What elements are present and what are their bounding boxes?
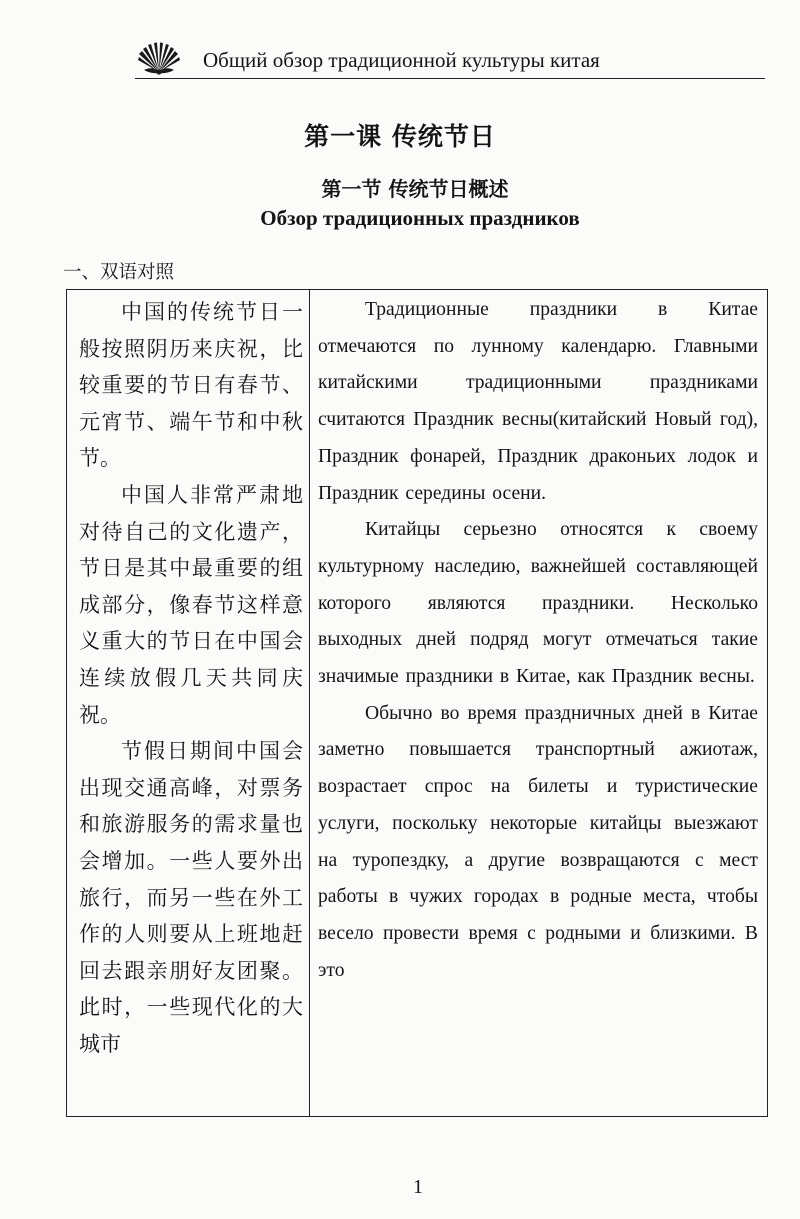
russian-paragraph: Традиционные праздники в Китае отмечаются по лунному календарю. Главными китайскими традиционными праздниками считаются Праздник весны(китайский Новый год), Праздник фонарей, Праздник драконьих лодок и Праздник середины осени. xyxy=(318,299,758,504)
fan-icon xyxy=(135,40,183,76)
chinese-paragraph: 中国人非常严肃地对待自己的文化遗产，节日是其中最重要的组成部分，像春节这样意义重大的节日在中国会连续放假几天共同庆祝。 xyxy=(79,482,303,727)
russian-paragraph: Китайцы серьезно относятся к своему культурному наследию, важнейшей составляющей которого являются праздники. Несколько выходных дней подряд могут отмечаться такие значимые праздники в Китае, как Праздник весны. xyxy=(318,519,758,688)
lesson-title: 第一课 传统节日 xyxy=(304,122,496,151)
russian-paragraph: Обычно во время праздничных дней в Китае заметно повышается транспортный ажиотаж, возрастает спрос на билеты и туристические услуги, поскольку некоторые китайцы выезжают на туропездку, а другие возвращаются с мест работы в чужих городах в родные места, чтобы весело провести время с родными и близкими. В это xyxy=(318,702,758,981)
chinese-paragraph: 节假日期间中国会出现交通高峰，对票务和旅游服务的需求量也会增加。一些人要外出旅行，而另一些在外工作的人则要从上班地赶回去跟亲朋好友团聚。此时，一些现代化的大城市 xyxy=(79,739,303,1056)
page-number: 1 xyxy=(413,1176,423,1198)
bilingual-subheading: 一、双语对照 xyxy=(63,262,175,283)
chinese-paragraph: 中国的传统节日一般按照阴历来庆祝，比较重要的节日有春节、元宵节、端午节和中秋节。 xyxy=(79,300,303,471)
russian-column xyxy=(318,292,758,989)
section-title-chinese: 第一节 传统节日概述 xyxy=(321,177,509,201)
page-header xyxy=(135,40,765,82)
table-column-divider xyxy=(309,289,310,1117)
running-head: Общий обзор традиционной культуры китая xyxy=(203,48,600,72)
section-title-russian: Обзор традиционных праздников xyxy=(260,206,580,230)
header-rule xyxy=(135,78,765,79)
chinese-column xyxy=(79,294,303,1062)
